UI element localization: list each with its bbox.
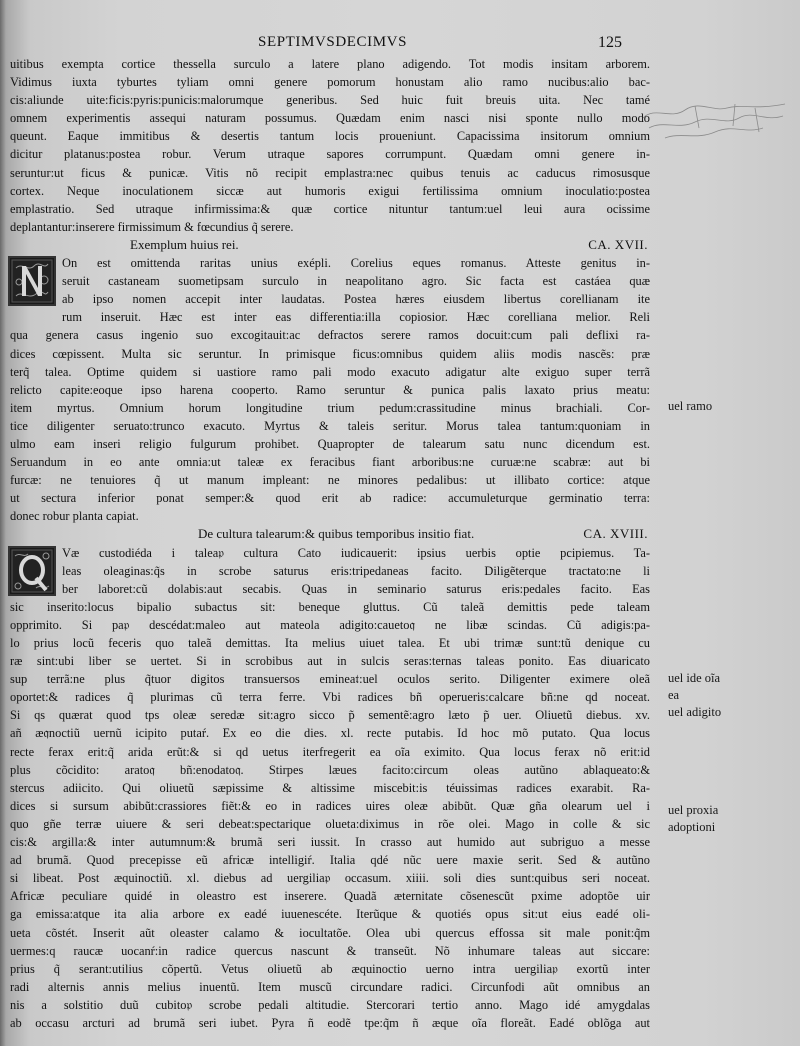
text-line: queunt. Eaque immitibus & desertis tantum locis proueniunt. Capacissima insitorum omnium (10, 129, 650, 144)
text-line: ga emissa:atque ita alia arbore ex eadé iuuenescéte. Iterũque & quotiés opus sit:ut eius eadé oli- (10, 907, 650, 922)
paragraph-1 (10, 55, 650, 236)
text-line: Vidimus iuxta tyburtes tyliam omni genere pomorum honustam alio ramo nucibus:alio bac- (10, 75, 650, 90)
marginal-note (668, 670, 721, 721)
text-line: ut sectura inferior ponat semper:& quod erit ab radice: accumuleturque germinatio terra: (10, 491, 650, 506)
handwritten-annotation (635, 98, 795, 148)
text-line: cortex. Neque inoculationem siccæ aut humoris exigui fertilissima omnium inoculatio:postea (10, 183, 650, 198)
page-header (0, 34, 800, 54)
text-line: ulmo eam inseri religio fulgurum prohibet. Quapropter de talearum satu nunc dicendum est. (10, 436, 650, 451)
chapter-title: De cultura talearum:& quibus temporibus insitio fiat. (198, 526, 475, 542)
text-line: quo gñe terræ uiuere & seri debeat:spectarique olueta:diximus in rõe olei. Mago in colle & sic (10, 816, 650, 831)
text-line: sup terrã:ne plus q̃tuor digitos transuersos eminea𝔱:uel oculos serito. Diligenter eximere oleã (10, 672, 650, 687)
text-line: radi alternis annis melius inuentũ. Item muscũ circundare radici. Circunfodi aũt omnibus an (10, 979, 650, 994)
text-line: omnem experimentis assequi naturam possumus. Quædam enim nasci nisi sponte nullo modo (10, 111, 650, 126)
marginal-note-line: uel ide oĩa (668, 671, 721, 685)
text-line: lo prius locũ feceris quo taleã demittas. Ita melius uiuet talea. Et ubi trimæ sunt:tũ denique cu (10, 636, 650, 650)
text-line: seruntur:ut ficus & punicæ. Vitis nõ recipit emplastra:nec quibus tenuis ac caducus rimosusque (10, 165, 650, 180)
marginal-note-line: adoptioni (668, 820, 716, 834)
marginal-note-line: uel ramo (668, 399, 713, 413)
text-line: opprimito. Si pa𝔭 descédat:maleo aut mateola adigito:caueto𝔮 ne libæ scindas. Cũ adigis:pa- (10, 617, 650, 632)
text-line: tice diligenter seruato:trunco exacuto. Myrtus & taleis seritur. Morus talea tantum:quoniam in (10, 418, 650, 433)
text-line: prius q̃ serant:utilius cõpertũ. Vetus oliuetũ ab æquinoctio uerno intra uergilia𝔭 exortũ inter (10, 961, 650, 976)
text-line: ab ipso nomen accepit inter laudatas. Postea hæres eiusdem libertus corellianam ite (62, 292, 650, 307)
text-line: terq̃ talea. Optime quidem si uastiore ramo pali modo exacuto adigatur alte exiguo super terrã (10, 364, 650, 379)
chapter-heading-18 (10, 525, 650, 543)
text-line: añ æ𝔮noctiũ uernũ icipito putaŕ. Ex eo die dies. xl. recte putabis. Id hoc mõ putato. Qua locus (10, 726, 650, 741)
text-line: ræ sint:ubi liber se uertet. Si in scrobibus aut in sulcis seras:ternas taleas ponito. Eas diuaricato (10, 654, 650, 669)
text-line: plus cõcidito: arato𝔮 bñ:enodato𝔮. Stirpes læues facito:circum oleas autũno ablaqueato:& (10, 762, 650, 777)
chapter-number: CA. XVII. (588, 236, 648, 252)
marginal-note-line: ea (668, 688, 680, 702)
paragraph-2 (10, 254, 650, 525)
marginal-note-line: uel proxia (668, 803, 719, 817)
text-line: si libeat. Post æquinoctiũ. xl. diebus ad uergilia𝔭 occasum. xiiii. soli dies sunt:quibus seri noceat. (10, 871, 650, 886)
marginal-note (668, 398, 712, 415)
text-line: qua genera casus ingenio suo excogitauit:ac defractos serere ramos docuit:cum pali deflixi ra- (10, 328, 650, 343)
text-line: ab occasu arcturi ad brumã seri iubet. Pyra ñ eodẽ tpe:q̃m ñ æque oĩa floreãt. Eadé oblõga aut (10, 1015, 650, 1030)
text-line: recte ferax erit:q̃ arida erũt:& si qd uetus iterfregerit ea oĩa eximito. Qua locus ferax nõ erit:id (10, 744, 650, 759)
text-line: furcæ: ne tenuiores q̃ ut manum impleant: ne minores pedalibus: ut illibato cortice: atque (10, 473, 650, 488)
text-line: Africæ peculiare quidé in oleastro est inserere. Quadã æternitate cõsenescũt pxime adoptõe uir (10, 889, 650, 904)
chapter-title: Exemplum huius rei. (130, 236, 239, 252)
running-head: SEPTIMVSDECIMVS (258, 34, 408, 50)
chapter-heading-17 (10, 236, 650, 254)
text-line: uermes:q raucæ uocanŕ:in radice quercus nascunt & transeũt. Nõ inhumare taleas aut siccare: (10, 943, 650, 958)
text-line: rum inseruit. Hæc est inter eas differentia:illa copiosior. Hæc corelliana melior. Reli (62, 310, 650, 325)
text-line: uitibus exempta cortice thessella surculo a latere plano adigendo. Tot modis insitam arborem. (10, 57, 650, 71)
text-line: relicto capite:eoque ipso harena cooperto. Ramo seruntur & punica palis laxato prius meatu: (10, 382, 650, 397)
marginal-note-line: uel adigito (668, 705, 722, 719)
text-line: oportet:& radices q̃ plurimas cũ terra ferre. Vbi radices bñ operueris:calcare bñ:ne qd noceat. (10, 690, 650, 705)
text-line: item myrtus. Omnium horum longitudine trium pedum:crassitudine minus brachiali. Cor- (10, 400, 650, 415)
text-line: deplantantur:inserere firmissimum & fœcundius q̃ serere. (10, 219, 294, 234)
text-line: stercus adiicito. Qui oliuetũ sæpissime & altissime miscebit:is téuissimas radices exarabit. Ra- (10, 780, 650, 795)
text-line: sic inserito:locus bipalio subactus sit: beneque gluttus. Cũ taleã demittis pede taleam (10, 599, 650, 614)
text-line: Seruandum in eo ante omnia:ut taleæ ex feracibus fiant arboribus:ne curuæ:ne scabræ: aut bi (10, 455, 650, 470)
text-line: cis:aliunde uite:ficis:pyris:punicis:malorumque generibus. Sed huic fuit breuis uita. Nec tamé (10, 93, 650, 108)
text-line: Si qs quærat quod tps oleæ seredæ sit:agro sicco p̃ sementẽ:agro læto p̃ uer. Oliuetũ diebus. xv. (10, 708, 650, 723)
text-line: leas oleaginas:q̃s in scrobe saturus eris:tripedaneas facito. Diligẽterque tractato:ne li (62, 563, 650, 578)
chapter-number: CA. XVIII. (583, 526, 648, 542)
text-line: dices si sursum abibũt:crassiores fiẽt:& eo in radices uires oleæ abibũt. Quæ gña olearum uel i (10, 798, 650, 813)
text-line: dicitur platanus:postea robur. Verum utraque sapores corrumpunt. Quædam omni genere in- (10, 147, 650, 162)
text-line: cis:& argilla:& inter autumnum:& brumã seri iussit. In crasso aut humido aut subriguo a messe (10, 835, 650, 850)
main-text (10, 55, 650, 1032)
text-line: seruit castaneam suometipsam surculo in neapolitano agro. Sic facta est castáea quæ (62, 274, 650, 289)
decorated-initial-n (8, 256, 56, 306)
text-line: ber laboret:cũ dolabis:aut secabis. Quas in seminario saturus eris:pedales facito. Eas (62, 581, 650, 596)
marginal-note (668, 802, 718, 836)
paragraph-3 (10, 544, 650, 1033)
text-line: ad brumã. Quod precepisse eũ africæ intelligiŕ. Italia qdé nũc uere maxie serit. Sed & autũno (10, 853, 650, 868)
text-line: Væ custodiéda i talea𝔭 cultura Cato iudicauerit: ipsius uerbis optie pcipiemus. Ta- (62, 545, 650, 560)
text-line: nis a solstitio duũ cubito𝔭 scrobe pedali altitudie. Stercorari tertio anno. Mago idé amygdalas (10, 997, 650, 1012)
text-line: ueta cõstét. Inserit aũt oleaster calamo & iocultatõe. Olea ubi quercus effossa sit male ponit:q̃m (10, 925, 650, 940)
page-number: 125 (598, 34, 622, 51)
text-line: emplastratio. Sed utraque infirmissima:& quæ cortice nituntur tantum:uel leui aura ocissime (10, 201, 650, 216)
text-line: On est omittenda raritas unius exépli. Corelius eques romanus. Atteste genitus in- (62, 256, 650, 271)
text-line: donec robur planta capiat. (10, 509, 139, 524)
text-line: dices cœpissent. Multa sic seruntur. In primisque ficus:omnibus quidem aliis modis nascẽs: præ (10, 346, 650, 361)
decorated-initial-q (8, 546, 56, 596)
